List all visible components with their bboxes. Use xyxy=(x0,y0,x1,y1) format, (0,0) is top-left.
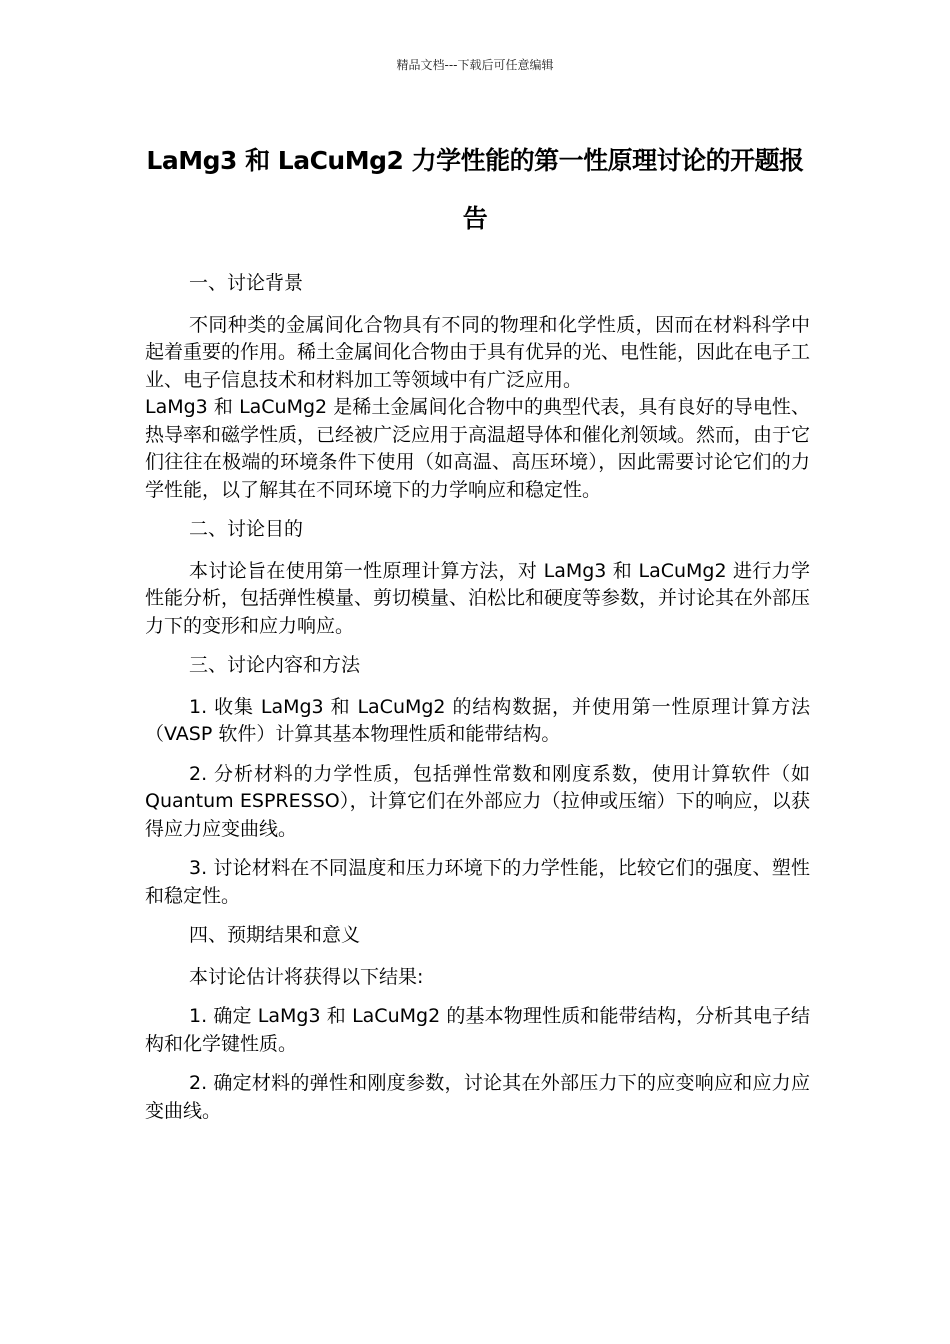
document-body xyxy=(145,270,810,1137)
document-title: LaMg3 和 LaCuMg2 力学性能的第一性原理讨论的开题报告 xyxy=(146,146,804,233)
paragraph-purpose: 本讨论旨在使用第一性原理计算方法，对 LaMg3 和 LaCuMg2 进行力学性能分析，包括弹性模量、剪切模量、泊松比和硬度等参数，并讨论其在外部压力下的变形和应力响应。 xyxy=(145,559,811,637)
section-heading-purpose: 二、讨论目的 xyxy=(189,518,304,540)
paragraph-background-1: 不同种类的金属间化合物具有不同的物理和化学性质，因而在材料科学中起着重要的作用。稀土金属间化合物由于具有优异的光、电性能，因此在电子工业、电子信息技术和材料加工等领域中有广泛应用。 xyxy=(145,313,811,391)
section-heading-methods: 三、讨论内容和方法 xyxy=(189,654,361,676)
paragraph-results-intro: 本讨论估计将获得以下结果: xyxy=(189,965,424,988)
section-heading-background: 一、讨论背景 xyxy=(189,272,304,294)
paragraph-background-2: LaMg3 和 LaCuMg2 是稀土金属间化合物中的典型代表，具有良好的导电性、热导率和磁学性质，已经被广泛应用于高温超导体和催化剂领域。然而，由于它们往往在极端的环境条件下使用（如高温、高压环境），因此需要讨论它们的力学性能，以了解其在不同环境下的力学响应和稳定性。 xyxy=(145,396,811,501)
list-item-method-3: 3. 讨论材料在不同温度和压力环境下的力学性能，比较它们的强度、塑性和稳定性。 xyxy=(145,857,810,907)
section-heading-results: 四、预期结果和意义 xyxy=(189,924,361,946)
list-item-result-2: 2. 确定材料的弹性和刚度参数，讨论其在外部压力下的应变响应和应力应变曲线。 xyxy=(145,1072,810,1122)
list-item-method-1: 1. 收集 LaMg3 和 LaCuMg2 的结构数据，并使用第一性原理计算方法（VASP 软件）计算其基本物理性质和能带结构。 xyxy=(145,695,810,745)
list-item-method-2: 2. 分析材料的力学性质，包括弹性常数和刚度系数，使用计算软件（如 Quantum ESPRESSO），计算它们在外部应力（拉伸或压缩）下的响应，以获得应力应变曲线。 xyxy=(145,762,810,840)
header-watermark: 精品文档---下载后可任意编辑 xyxy=(396,58,554,72)
list-item-result-1: 1. 确定 LaMg3 和 LaCuMg2 的基本物理性质和能带结构，分析其电子结构和化学键性质。 xyxy=(145,1005,810,1055)
